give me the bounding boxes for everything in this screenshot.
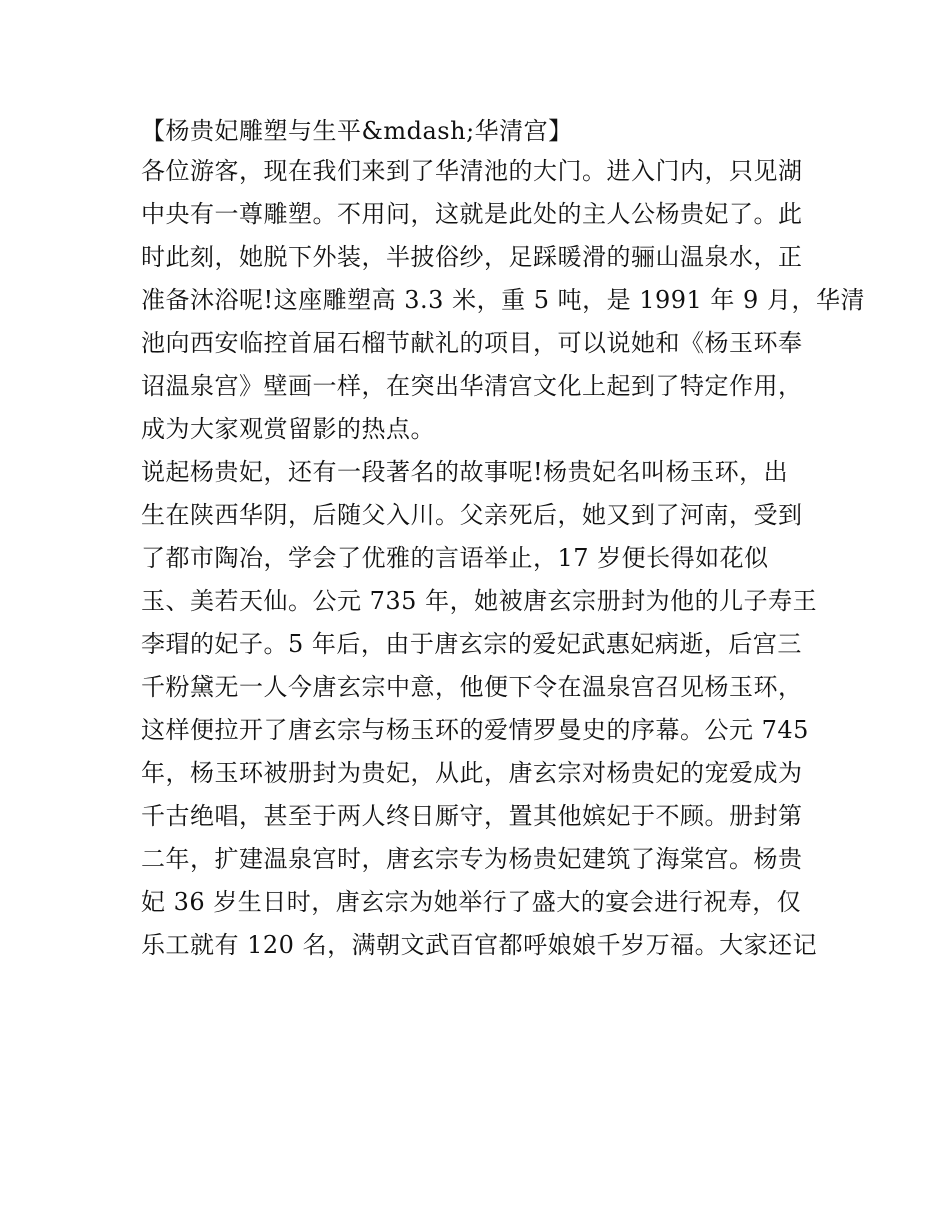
text-line: 池向西安临控首届石榴节献礼的项目，可以说她和《杨玉环奉 — [141, 329, 803, 357]
text-line: 千古绝唱，甚至于两人终日厮守，置其他嫔妃于不顾。册封第 — [141, 802, 803, 830]
text-line: 中央有一尊雕塑。不用问，这就是此处的主人公杨贵妃了。此 — [141, 200, 803, 228]
text-line: 成为大家观赏留影的热点。 — [141, 415, 435, 443]
text-line: 李瑁的妃子。5 年后，由于唐玄宗的爱妃武惠妃病逝，后宫三 — [141, 630, 802, 658]
text-line: 玉、美若天仙。公元 735 年，她被唐玄宗册封为他的儿子寿王 — [141, 587, 818, 615]
text-line: 妃 36 岁生日时，唐玄宗为她举行了盛大的宴会进行祝寿，仅 — [141, 888, 802, 916]
document-body — [141, 112, 865, 967]
section-heading: 【杨贵妃雕塑与生平&mdash;华清宫】 — [141, 117, 573, 145]
text-line: 准备沐浴呢!这座雕塑高 3.3 米，重 5 吨，是 1991 年 9 月，华清 — [141, 286, 865, 314]
text-line: 各位游客，现在我们来到了华清池的大门。进入门内，只见湖 — [141, 157, 803, 185]
text-line: 诏温泉宫》壁画一样，在突出华清宫文化上起到了特定作用， — [141, 372, 803, 400]
text-line: 这样便拉开了唐玄宗与杨玉环的爱情罗曼史的序幕。公元 745 — [141, 716, 809, 744]
text-line: 说起杨贵妃，还有一段著名的故事呢!杨贵妃名叫杨玉环，出 — [141, 458, 789, 486]
text-line: 乐工就有 120 名，满朝文武百官都呼娘娘千岁万福。大家还记 — [141, 931, 818, 959]
text-line: 年，杨玉环被册封为贵妃，从此，唐玄宗对杨贵妃的宠爱成为 — [141, 759, 803, 787]
text-line: 了都市陶冶，学会了优雅的言语举止，17 岁便长得如花似 — [141, 544, 769, 572]
text-line: 千粉黛无一人今唐玄宗中意，他便下令在温泉宫召见杨玉环， — [141, 673, 803, 701]
text-line: 二年，扩建温泉宫时，唐玄宗专为杨贵妃建筑了海棠宫。杨贵 — [141, 845, 803, 873]
text-line: 生在陕西华阴，后随父入川。父亲死后，她又到了河南，受到 — [141, 501, 803, 529]
text-line: 时此刻，她脱下外装，半披俗纱，足踩暖滑的骊山温泉水，正 — [141, 243, 803, 271]
